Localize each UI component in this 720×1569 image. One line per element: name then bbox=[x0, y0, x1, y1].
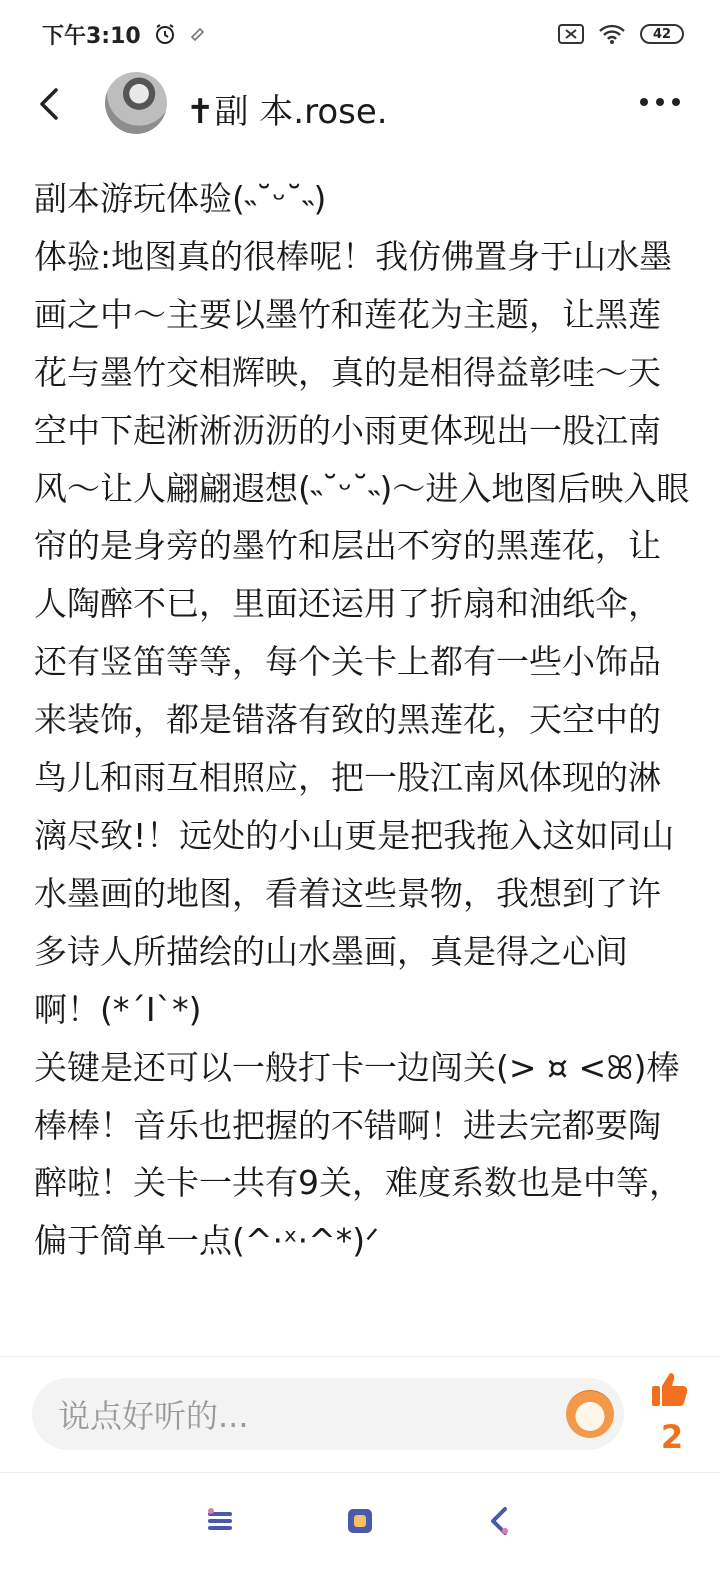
more-dot bbox=[672, 98, 680, 106]
sim-off-icon bbox=[558, 24, 584, 44]
comment-input[interactable] bbox=[32, 1378, 624, 1450]
more-dot bbox=[640, 98, 648, 106]
like-count: 2 bbox=[660, 1418, 684, 1456]
post-paragraph: 体验:地图真的很棒呢！我仿佛置身于山水墨画之中～主要以墨竹和莲花为主题，让黑莲花与墨竹交相辉映，真的是相得益彰哇～天空中下起淅淅沥沥的小雨更体现出一股江南风～让人翩翩遐想(˵˘ᵕ˘˵)～进入地图后映入眼帘的是身旁的墨竹和层出不穷的黑莲花，让人陶醉不已，里面还运用了折扇和油纸伞，还有竖笛等等，每个关卡上都有一些小饰品来装饰，都是错落有致的黑莲花，天空中的鸟儿和雨互相照应，把一股江南风体现的淋漓尽致!！远处的小山更是把我拖入这如同山水墨画的地图，看着这些景物，我想到了许多诗人所描绘的山水墨画，真是得之心间啊！(*´I`*) bbox=[34, 236, 690, 1029]
emoji-icon[interactable] bbox=[566, 1390, 614, 1438]
post-header bbox=[0, 68, 720, 140]
back-icon[interactable] bbox=[483, 1504, 517, 1538]
post-content bbox=[34, 170, 690, 1270]
divider bbox=[0, 1356, 720, 1357]
more-icon[interactable] bbox=[640, 90, 686, 114]
username[interactable]: ✝副 本.rose. bbox=[186, 92, 388, 132]
menu-icon[interactable] bbox=[203, 1504, 237, 1538]
avatar[interactable] bbox=[105, 72, 167, 134]
post-paragraph: 副本游玩体验(˵˘ᵕ˘˵) bbox=[34, 179, 327, 218]
status-right bbox=[558, 23, 684, 45]
battery-level: 42 bbox=[652, 26, 672, 42]
alarm-icon bbox=[153, 22, 177, 46]
system-nav-bar bbox=[0, 1473, 720, 1569]
battery-icon bbox=[640, 24, 684, 44]
thumbs-up-icon[interactable] bbox=[648, 1368, 692, 1412]
comment-placeholder: 说点好听的... bbox=[58, 1397, 249, 1435]
status-time: 下午3:10 bbox=[42, 23, 141, 49]
more-dot bbox=[656, 98, 664, 106]
back-arrow-icon[interactable] bbox=[30, 84, 70, 124]
app-notification-icon bbox=[189, 25, 207, 43]
status-left bbox=[42, 19, 207, 50]
home-icon[interactable] bbox=[343, 1504, 377, 1538]
post-paragraph: 关键是还可以一般打卡一边闯关(> ¤ <ꕤ)棒棒棒！音乐也把握的不错啊！进去完都要陶醉啦！关卡一共有9关，难度系数也是中等，偏于简单一点(^·ˣ·^*)ᐟ bbox=[34, 1047, 682, 1261]
status-bar bbox=[0, 0, 720, 68]
wifi-icon bbox=[598, 23, 626, 45]
